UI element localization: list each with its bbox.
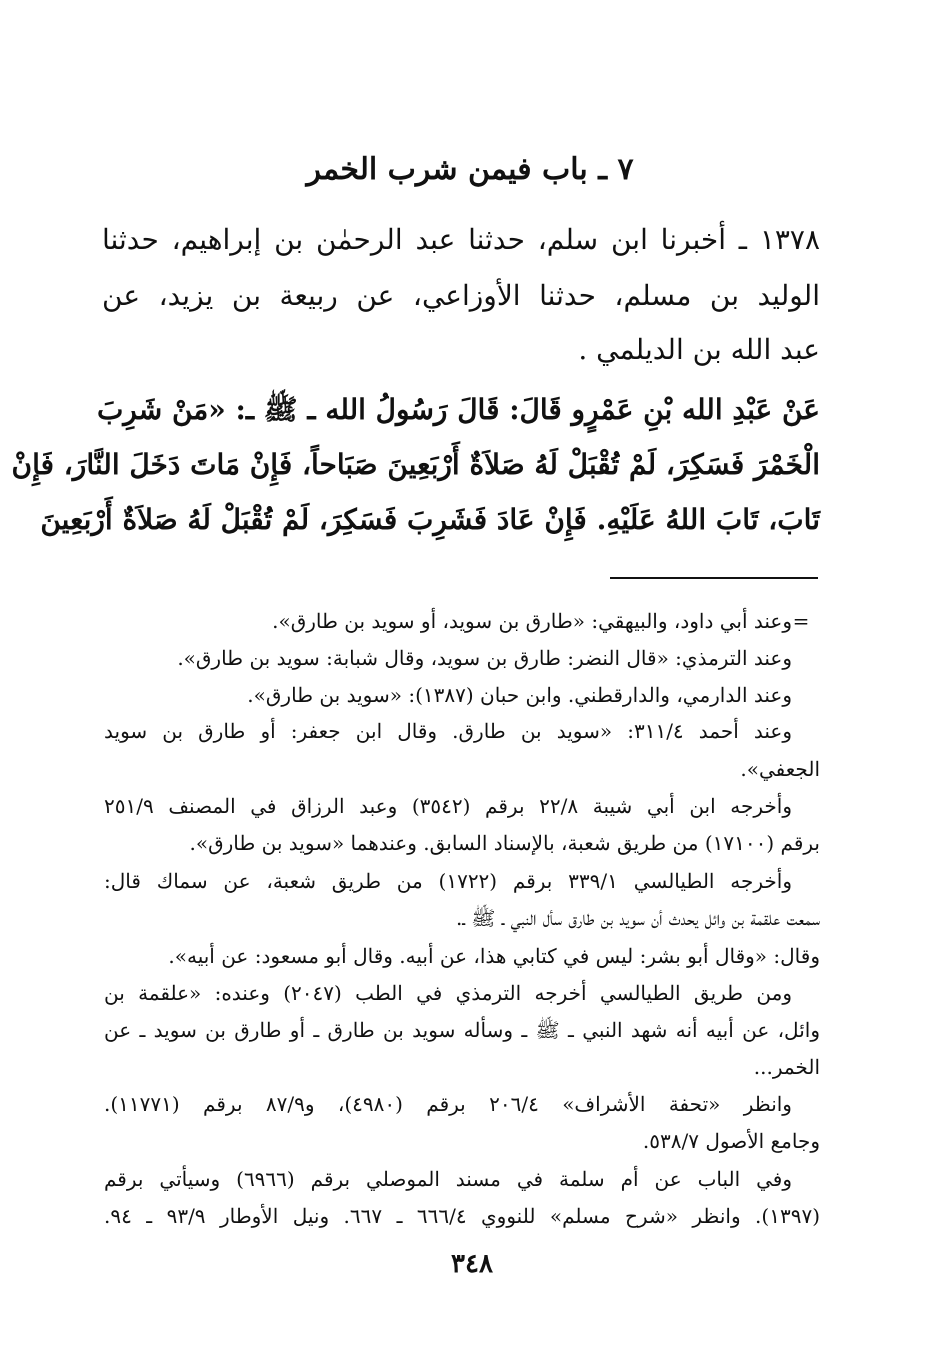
footnote-line: وأخرجه ابن أبي شيبة ٢٢/٨ برقم (٣٥٤٢) وعبد الرزاق في المصنف ٢٥١/٩ [104,794,792,818]
footnote-continuation-mark: = [792,609,810,633]
matn-line-3: تَابَ، تَابَ اللهُ عَلَيْهِ. فَإِنْ عَادَ فَشَرِبَ فَسَكِرَ، لَمْ تُقْبَلْ لَهُ صَلاَةٌ أَرْبَعِينَ [40,503,820,536]
footnote-line: وقال: «وقال أبو بشر: ليس في كتابي هذا، عن أبيه. وقال أبو مسعود: عن أبيه». [168,944,820,968]
footnote-line: برقم (١٧١٠٠) من طريق شعبة، بالإسناد السابق. وعندهما «سويد بن طارق». [189,831,820,855]
footnote-line: وعند أبي داود، والبيهقي: «طارق بن سويد، أو سويد بن طارق». [272,609,792,633]
footnote-line: سمعت علقمة بن وائل يحدث أن سويد بن طارق سأل النبي ـ ﷺ ـ. [456,906,820,930]
footnote-line: (١٣٩٧). وانظر «شرح مسلم» للنووي ٦٦٦/٤ ـ ٦٦٧. ونيل الأوطار ٩٣/٩ ـ ٩٤. [104,1204,820,1228]
footnote-line: الخمر... [753,1055,820,1079]
matn-line-2: الْخَمْرَ فَسَكِرَ، لَمْ تُقْبَلْ لَهُ صَلاَةٌ أَرْبَعِينَ صَبَاحاً، فَإِنْ مَاتَ دَخَلَ النَّارَ، فَإِنْ [11,448,820,481]
footnote-line: وانظر «تحفة الأشراف» ٢٠٦/٤ برقم (٤٩٨٠)، و٨٧/٩ برقم (١١٧٧١). [104,1092,792,1116]
footnote-line: وفي الباب عن أم سلمة في مسند الموصلي برقم (٦٩٦٦) وسيأتي برقم [104,1167,792,1191]
isnad-line-2: الوليد بن مسلم، حدثنا الأوزاعي، عن ربيعة بن يزيد، عن [102,279,820,312]
footnote-line: وجامع الأصول ٥٣٨/٧. [642,1129,820,1153]
footnote-line: الجعفي». [740,757,820,781]
footnote-line: وأخرجه الطيالسي ٣٣٩/١ برقم (١٧٢٢) من طريق شعبة، عن سماك قال: [104,869,792,893]
footnote-line: وائل، عن أبيه أنه شهد النبي ـ ﷺ ـ وسأله سويد بن طارق ـ أو طارق بن سويد ـ عن [104,1018,820,1042]
footnote-line: ومن طريق الطيالسي أخرجه الترمذي في الطب (٢٠٤٧) وعنده: «علقمة بن [104,981,792,1005]
page-number: ٣٤٨ [451,1249,493,1279]
chapter-title: ٧ ـ باب فيمن شرب الخمر [306,152,634,187]
footnote-line: وعند الترمذي: «قال النضر: طارق بن سويد، وقال شبابة: سويد بن طارق». [177,646,792,670]
matn-line-1: عَنْ عَبْدِ الله بْنِ عَمْرٍو قَالَ: قَالَ رَسُولُ الله ـ ﷺ ـ: «مَنْ شَرِبَ [96,393,820,426]
footnote-line: وعند أحمد ٣١١/٤: «سويد بن طارق. وقال ابن جعفر: أو طارق بن سويد [104,719,793,743]
isnad-line-1: ١٣٧٨ ـ أخبرنا ابن سلم، حدثنا عبد الرحمٰن بن إبراهيم، حدثنا [102,223,820,256]
footnote-separator [610,577,818,579]
isnad-line-3: عبد الله بن الديلمي . [578,333,820,366]
footnote-line: وعند الدارمي، والدارقطني. وابن حبان (١٣٨٧): «سويد بن طارق». [247,683,792,707]
